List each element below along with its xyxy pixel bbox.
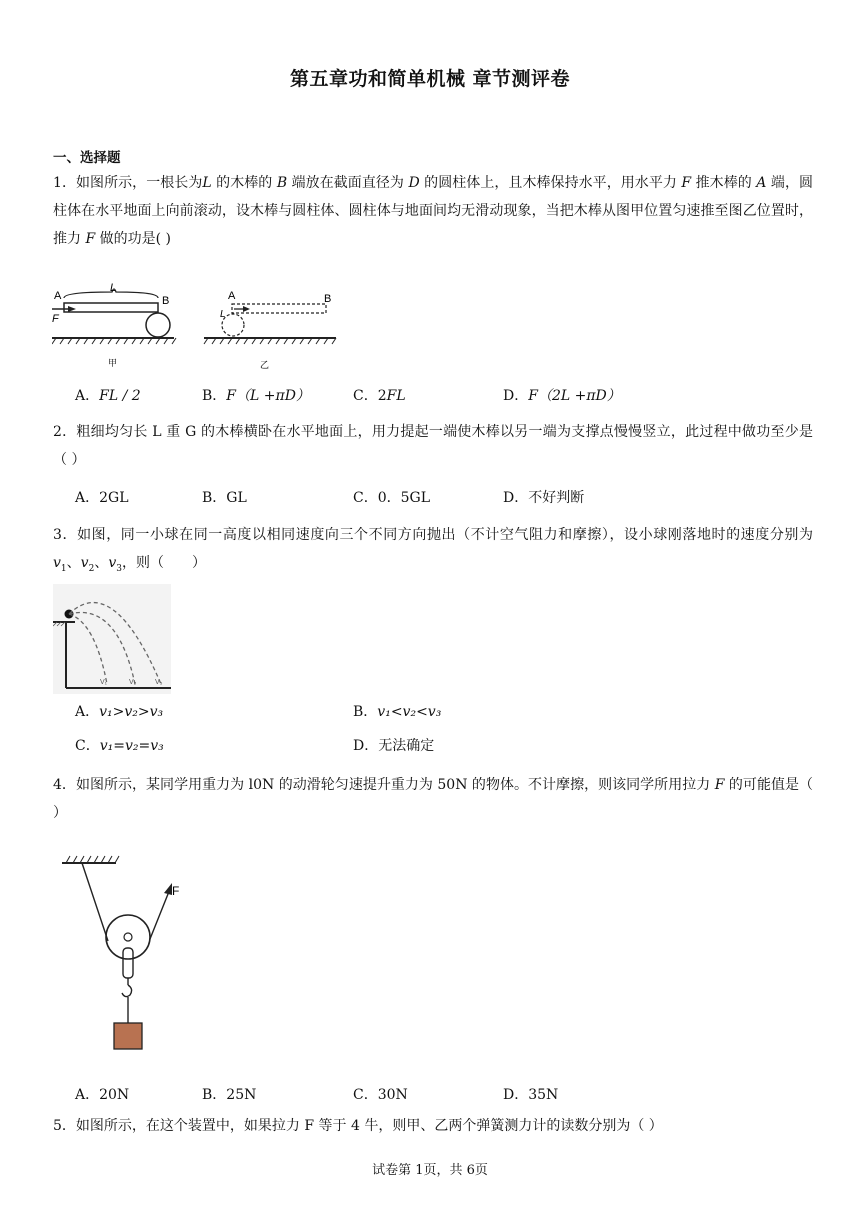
q2-option-b: B．GL bbox=[202, 490, 247, 506]
fig1-label-a: A bbox=[54, 290, 62, 302]
question-1-text: 1．如图所示，一根长为L 的木棒的 B 端放在截面直径为 D 的圆柱体上，且木棒保持水平，用水平力 F 推木棒的 A 端，圆柱体在水平地面上向前滚动，设木棒与圆柱体、圆柱体与地面间均无滑动现象，当把木棒从图甲位置匀速推至图乙位置时，推力 F 做的功是( ) bbox=[53, 175, 813, 247]
q1-option-d: D．F（2L +πD） bbox=[503, 388, 621, 404]
question-3-figure bbox=[53, 584, 171, 694]
fig3-label-v2: V₂ bbox=[129, 679, 137, 686]
fig1-label-yi: 乙 bbox=[260, 360, 270, 370]
fig1-label-b: B bbox=[162, 295, 170, 307]
fig1-label-l: L bbox=[110, 282, 117, 294]
page-title: 第五章功和简单机械 章节测评卷 bbox=[289, 68, 571, 90]
fig1-label-f: F bbox=[52, 313, 59, 325]
question-4-text: 4．如图所示，某同学用重力为 l0N 的动滑轮匀速提升重力为 50N 的物体。不计摩擦，则该同学所用拉力 F 的可能值是（ ） bbox=[53, 777, 813, 821]
q3-option-c: C．v₁=v₂=v₃ bbox=[75, 738, 164, 754]
q4-option-c: C．30N bbox=[353, 1087, 408, 1103]
section-heading: 一、选择题 bbox=[53, 150, 121, 166]
fig1-label-l2: L bbox=[220, 309, 226, 320]
q4-option-b: B．25N bbox=[202, 1087, 257, 1103]
q4-option-d: D．35N bbox=[503, 1087, 559, 1103]
question-1-figure bbox=[52, 282, 352, 372]
fig1-label-b2: B bbox=[324, 293, 332, 305]
fig4-label-f: F bbox=[172, 884, 180, 898]
q1-option-a: A．FL / 2 bbox=[75, 388, 141, 404]
question-3-text: 3．如图，同一小球在同一高度以相同速度向三个不同方向抛出（不计空气阻力和摩擦），设小球刚落地时的速度分别为 $v_1$、$v_2$、$v_3$，则（ ） bbox=[53, 527, 813, 574]
question-5-text: 5．如图所示，在这个装置中，如果拉力 F 等于 4 牛，则甲、乙两个弹簧测力计的读数分别为（ ） bbox=[53, 1118, 663, 1134]
fig1-label-jia: 甲 bbox=[108, 358, 118, 368]
fig1-label-a2: A bbox=[228, 290, 236, 302]
question-4-figure bbox=[60, 853, 190, 1053]
question-2-text: 2．粗细均匀长 L 重 G 的木棒横卧在水平地面上，用力提起一端使木棒以另一端为支撑点慢慢竖立，此过程中做功至少是 （ ） bbox=[53, 424, 827, 468]
fig3-label-v3: V₃ bbox=[155, 679, 163, 686]
q4-option-a: A．20N bbox=[75, 1087, 130, 1103]
q3-option-d: D．无法确定 bbox=[353, 738, 435, 754]
q1-option-b: B．F（L +πD） bbox=[202, 388, 310, 404]
q2-option-d: D．不好判断 bbox=[503, 490, 585, 506]
q3-option-b: B．v₁<v₂<v₃ bbox=[353, 704, 442, 720]
q2-option-c: C．0．5GL bbox=[353, 490, 431, 506]
q3-option-a: A．v₁>v₂>v₃ bbox=[75, 704, 164, 720]
page-footer: 试卷第 1页，共 6页 bbox=[372, 1163, 488, 1178]
q2-option-a: A．2GL bbox=[75, 490, 129, 506]
q1-option-c: C．2FL bbox=[353, 388, 406, 404]
fig3-label-v1: V₁ bbox=[100, 679, 108, 686]
